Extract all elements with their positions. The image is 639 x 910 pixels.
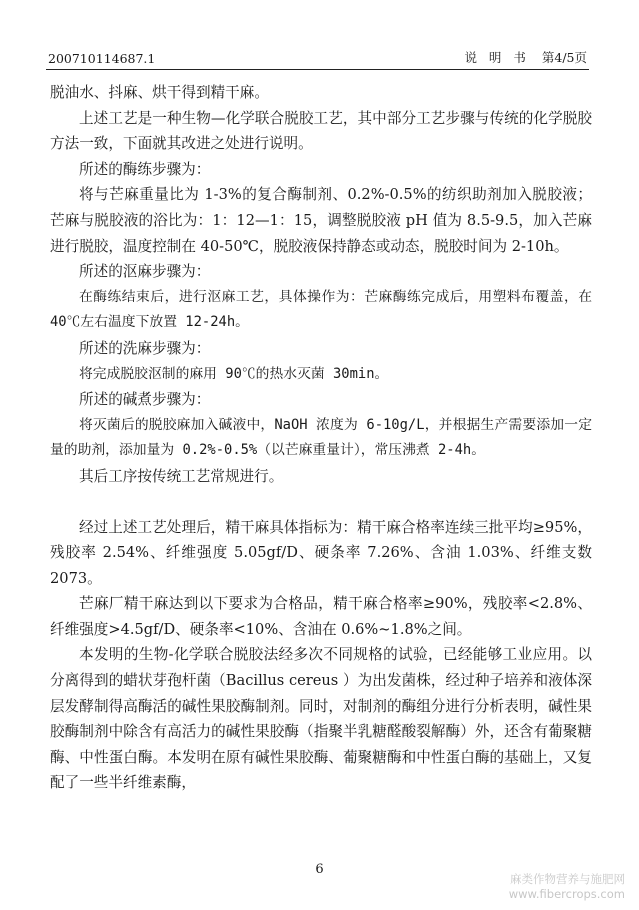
section-heading-washing-step: 所述的洗麻步骤为：: [79, 339, 211, 357]
paragraph-quality-standard: 芒麻厂精干麻达到以下要求为合格品，精干麻合格率≥90%，残胶率<2.8%、纤维强度>4.5gf/D、硬条率<10%、含油在 0.6%~1.8%之间。: [50, 595, 592, 638]
watermark: [509, 872, 625, 902]
section-heading-retting-step: 所述的沤麻步骤为：: [79, 263, 211, 281]
document-body: [50, 80, 592, 796]
section-heading-alkali-step: 所述的碱煮步骤为：: [79, 391, 211, 409]
paragraph-invention-description: 本发明的生物-化学联合脱胶法经多次不同规格的试验，已经能够工业应用。以分离得到的蜡状芽孢杆菌（Bacillus cereus ）为出发菌株，经过种子培养和液体深层发酵制得高酶活的碱性果胶酶制剂。同时，对制剂的酶组分进行分析表明，碱性果胶酶制剂中除含有高活力的碱性果胶酶（指聚半乳糖醛酸裂解酶）外，还含有葡聚糖酶、中性蛋白酶。本发明在原有碱性果胶酶、葡聚糖酶和中性蛋白酶的基础上，又复配了一些半纤维素酶，: [50, 646, 592, 792]
paragraph-results: 经过上述工艺处理后，精干麻具体指标为：精干麻合格率连续三批平均≥95%，残胶率 2.54%、纤维强度 5.05gf/D、硬条率 7.26%、含油 1.03%、纤维支数 2073。: [50, 518, 592, 587]
document-number: 200710114687.1: [48, 51, 156, 66]
header-divider: [46, 69, 589, 70]
paragraph-gap: [50, 490, 592, 515]
page-label: 第4/5页: [541, 50, 587, 65]
page-header: [48, 44, 587, 66]
watermark-title: 麻类作物营养与施肥网: [510, 872, 625, 886]
section-heading-enzyme-step: 所述的酶练步骤为：: [79, 160, 211, 178]
paragraph-intro: 上述工艺是一种生物—化学联合脱胶工艺，其中部分工艺步骤与传统的化学脱胶方法一致，下面就其改进之处进行说明。: [50, 109, 592, 153]
document-type-label: 说 明 书: [464, 50, 530, 65]
paragraph-enzyme-step: 将与芒麻重量比为 1-3%的复合酶制剂、0.2%-0.5%的纺织助剂加入脱胶液；芒麻与脱胶液的浴比为：1：12—1：15，调整脱胶液 pH 值为 8.5-9.5，加入芒麻进行脱胶，温度控制在 40-50℃，脱胶液保持静态或动态，脱胶时间为 2-10h。: [50, 186, 592, 255]
paragraph-washing-step: 将完成脱胶沤制的麻用 90℃的热水灭菌 30min。: [79, 365, 389, 382]
paragraph-subsequent-process: 其后工序按传统工艺常规进行。: [79, 467, 284, 485]
paragraph-retting-step: 在酶练结束后，进行沤麻工艺，具体操作为：芒麻酶练完成后，用塑料布覆盖，在 40℃左右温度下放置 12-24h。: [50, 288, 592, 331]
page-number: 6: [315, 862, 324, 877]
paragraph-alkali-step: 将灭菌后的脱胶麻加入碱液中，NaOH 浓度为 6-10g/L，并根据生产需要添加一定量的助剂，添加量为 0.2%-0.5%（以芒麻重量计），常压沸煮 2-4h。: [50, 416, 592, 459]
paragraph-continuation: 脱油水、抖麻、烘干得到精干麻。: [50, 84, 269, 101]
watermark-url: www.fibercrops.com: [508, 887, 625, 901]
header-right: [464, 48, 587, 66]
